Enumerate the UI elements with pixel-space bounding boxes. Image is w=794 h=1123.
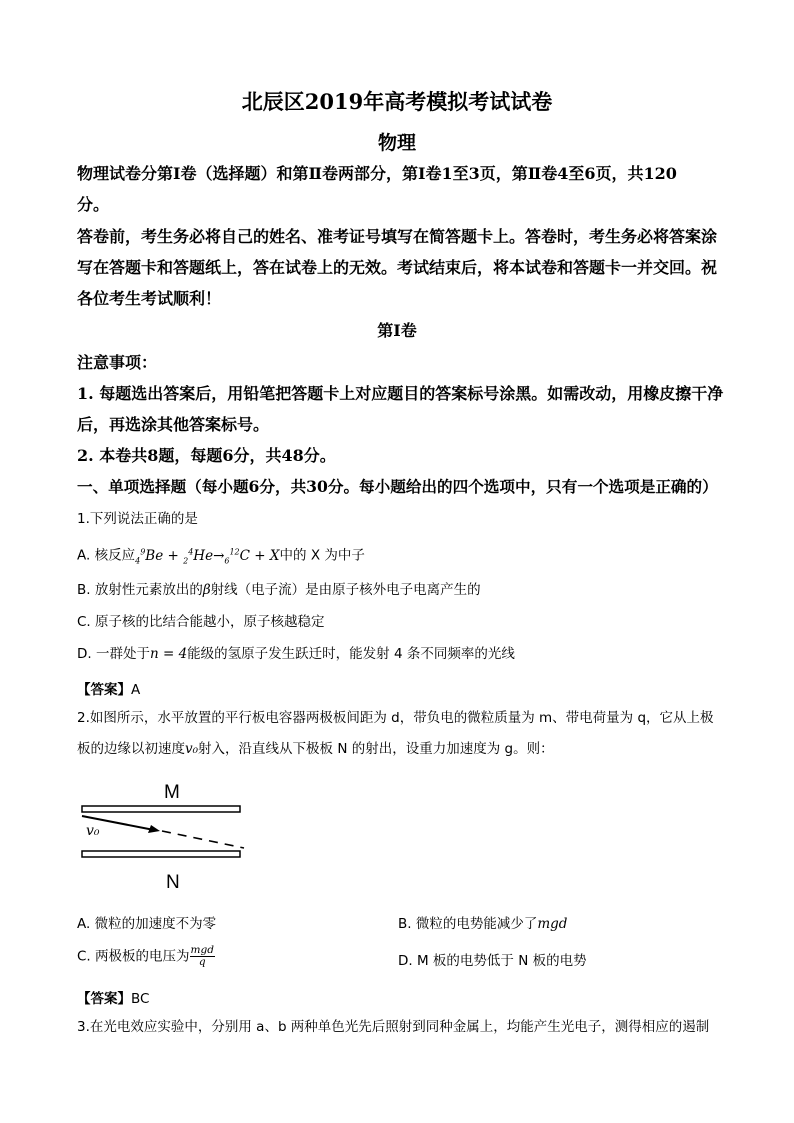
intro-line-3: 答卷前，考生务必将自己的姓名、准考证号填写在简答题卡上。答卷时，考生务必将答案涂 xyxy=(77,227,718,246)
q1-option-b: B. 放射性元素放出的β射线（电子流）是由原子核外电子电离产生的 xyxy=(77,582,481,598)
q2-stem-line-2: 板的边缘以初速度v₀射入，沿直线从下极板 N 的射出，设重力加速度为 g。则： xyxy=(77,741,554,757)
lower-plate-n xyxy=(82,851,240,857)
section-heading: 第Ⅰ卷 xyxy=(377,321,417,340)
upper-plate-m xyxy=(82,806,240,812)
q1-stem: 1.下列说法正确的是 xyxy=(77,511,198,527)
label-m: M xyxy=(164,782,180,803)
q2-stem-line-1: 2.如图所示，水平放置的平行板电容器两极板间距为 d，带负电的微粒质量为 m、带电荷量为 q，它从上极 xyxy=(77,710,714,726)
answer-tag: 【答案】 xyxy=(77,991,131,1007)
intro-line-1: 物理试卷分第Ⅰ卷（选择题）和第Ⅱ卷两部分，第Ⅰ卷1至3页，第Ⅱ卷4至6页，共120 xyxy=(77,164,677,183)
subject-title: 物理 xyxy=(377,132,416,154)
q2-option-b: B. 微粒的电势能减少了mgd xyxy=(398,916,568,932)
q1-answer xyxy=(77,678,140,698)
note-1-line-b: 后，再选涂其他答案标号。 xyxy=(77,415,270,434)
q3-stem-line-1: 3.在光电效应实验中，分别用 a、b 两种单色光先后照射到同种金属上，均能产生光电子，测得相应的遏制 xyxy=(77,1019,710,1035)
label-v0: v₀ xyxy=(86,823,100,839)
answer-value: BC xyxy=(131,991,150,1007)
note-2: 2. 本卷共8题，每题6分，共48分。 xyxy=(77,446,336,465)
notes-title: 注意事项： xyxy=(77,353,158,372)
q2-answer xyxy=(77,987,149,1007)
part-title: 一、单项选择题（每小题6分，共30分。每小题给出的四个选项中，只有一个选项是正确的） xyxy=(77,477,718,496)
fraction-mgd-over-q: $\frac{\text{mgd}}{q}$ xyxy=(190,944,214,968)
page-title: 北辰区2019年高考模拟考试试卷 xyxy=(241,89,553,114)
note-1-line-a: 1. 每题选出答案后，用铅笔把答题卡上对应题目的答案标号涂黑。如需改动，用橡皮擦干净 xyxy=(77,384,724,403)
intro-line-2: 分。 xyxy=(77,195,110,214)
answer-tag: 【答案】 xyxy=(77,682,131,698)
q1-option-d: D. 一群处于n = 4能级的氢原子发生跃迁时，能发射 4 条不同频率的光线 xyxy=(77,646,515,662)
trajectory-dashed xyxy=(162,831,244,848)
arrow-head xyxy=(148,825,160,833)
q2-option-c: C. 两极板的电压为 $\frac{\text{mgd}}{q}$ xyxy=(77,944,214,968)
intro-line-5: 各位考生考试顺利！ xyxy=(77,289,222,308)
answer-value: A xyxy=(131,682,141,698)
q2-option-a: A. 微粒的加速度不为零 xyxy=(77,916,217,932)
intro-line-4: 写在答题卡和答题纸上，答在试卷上的无效。考试结束后，将本试卷和答题卡一并交回。祝 xyxy=(77,258,718,277)
q1-option-a: A. 核反应$_4^9Be + _2^4He\to_6^{12}C + X$中的 X 为中子 xyxy=(77,547,365,566)
capacitor-figure xyxy=(74,772,254,902)
q1-option-c: C. 原子核的比结合能越小，原子核越稳定 xyxy=(77,614,325,630)
q2-option-d: D. M 板的电势低于 N 板的电势 xyxy=(398,953,587,969)
label-n: N xyxy=(166,872,180,893)
